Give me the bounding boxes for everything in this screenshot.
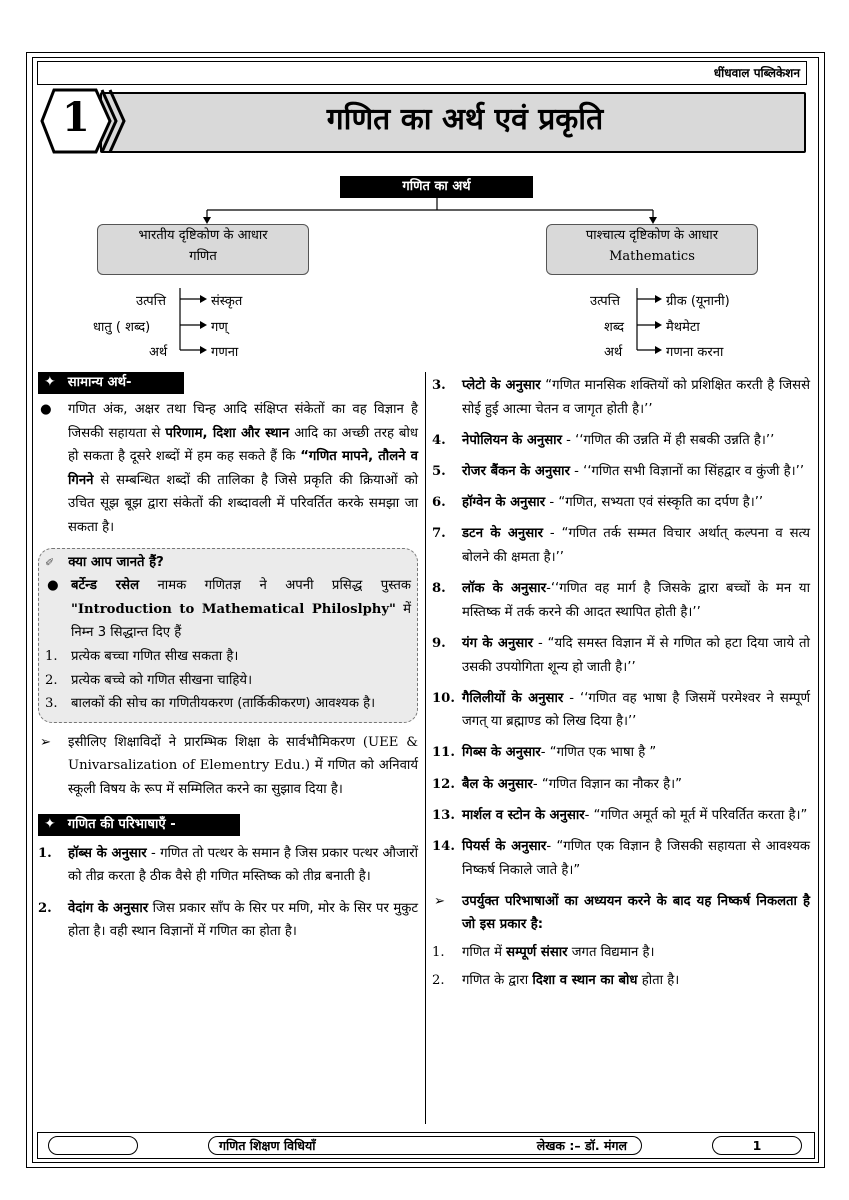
conclusion-item: 2. गणित के द्वारा दिशा व स्थान का बोध होता है।	[432, 972, 680, 988]
definition-item: 12. बैल के अनुसार- “गणित विज्ञान का नौकर है।”	[432, 776, 682, 792]
left-meaning-label: अर्थ	[149, 345, 168, 360]
principle-item: 1. प्रत्येक बच्चा गणित सीख सकता है।	[45, 648, 239, 664]
definition-item: 6. हॉग्वेन के अनुसार - “गणित, सभ्यता एवं संस्कृति का दर्पण है।’’	[432, 495, 764, 511]
principle-item: 2. प्रत्येक बच्चे को गणित सीखना चाहिये।	[45, 672, 253, 688]
chapter-number: 1	[62, 94, 90, 141]
column-divider	[425, 372, 426, 1124]
bullet-icon: ●	[47, 578, 59, 594]
footer-author: लेखक :– डॉ. मंगल	[536, 1138, 627, 1153]
arrow-bullet-icon: ➢	[434, 893, 446, 909]
footer-blank-pill	[48, 1136, 138, 1155]
diagram-heading: गणित का अर्थ	[340, 176, 533, 198]
definition-item: 11. गिब्स के अनुसार- “गणित एक भाषा है ”	[432, 745, 657, 761]
did-you-know-paragraph: ● बर्टेन्ड रसेल नामक गणितज्ञ ने अपनी प्रसिद्ध पुस्तक "Introduction to Mathematical Philoslphy" में निम्न 3 सिद्धान्त दिए हैं	[45, 574, 411, 645]
publisher-name: धींधवाल पब्लिकेशन	[713, 66, 800, 80]
footer-info-pill	[208, 1136, 642, 1155]
right-word-value: मैथमेटा	[666, 320, 700, 335]
page-footer	[37, 1132, 815, 1159]
did-you-know-heading: ✐ क्या आप जानते हैं?	[45, 554, 164, 570]
definition-item: 8. लॉक के अनुसार-‘‘गणित वह मार्ग है जिसके द्वारा बच्चों के मन या मस्तिष्क में तर्क करने की आदत स्थापित होती है।’’	[432, 581, 810, 620]
definition-item: 1. हॉब्स के अनुसार - गणित तो पत्थर के समान है जिस प्रकार पत्थर औजारों को तीव्र करता है ठीक वैसे ही गणित मस्तिष्क को तीव्र बनाती है।	[38, 845, 418, 885]
western-view-line1: पाश्चात्य दृष्टिकोण के आधार	[585, 228, 719, 243]
definition-item: 10. गैलिलीयों के अनुसार - ‘‘गणित वह भाषा है जिसमें परमेश्वर ने सम्पूर्ण जगत् या ब्रह्माण्ड को लिख दिया है।’’	[432, 690, 810, 730]
definition-item: 14. पियर्स के अनुसार- “गणित एक विज्ञान है जिसकी सहायता से आवश्यक निष्कर्ष निकाले जाते है।”	[432, 839, 810, 878]
left-origin-value: संस्कृत	[211, 294, 243, 309]
general-meaning-heading-text: सामान्य अर्थ-	[67, 375, 132, 391]
uee-paragraph: ➢ इसीलिए शिक्षाविदों ने प्रारम्भिक शिक्षा के सार्वभौमिकरण (UEE & Univarsalization of Elementry Edu.) में गणित को अनिवार्य स्कूली विषय के रूप में सम्मिलित करने का सुझाव दिया है।	[38, 731, 418, 802]
conclusion-paragraph: ➢ उपर्युक्त परिभाषाओं का अध्ययन करने के बाद यह निष्कर्ष निकलता है जो इस प्रकार है:	[432, 890, 810, 937]
left-root-label: धातु ( शब्द)	[93, 320, 151, 335]
definitions-heading	[38, 814, 240, 836]
definition-item: 2. वेदांग के अनुसार जिस प्रकार साँप के सिर पर मणि, मोर के सिर पर मुकुट होता है। वही स्थान विज्ञानों में गणित का होता है।	[38, 900, 418, 940]
chapter-title: गणित का अर्थ एवं प्रकृति	[326, 102, 604, 137]
footer-page-number: 1	[712, 1136, 802, 1155]
left-meaning-value: गणना	[211, 345, 239, 360]
definition-item: 7. डटन के अनुसार - “गणित तर्क सम्मत विचार अर्थात् कल्पना व सत्य बोलने की क्षमता है।’’	[432, 526, 810, 565]
did-you-know-box	[38, 548, 418, 723]
general-meaning-paragraph: ● गणित अंक, अक्षर तथा चिन्ह आदि संक्षिप्त संकेतों का वह विज्ञान है जिसकी सहायता से परिणाम, दिशा और स्थान आदि का अच्छी तरह बोध हो सकता है दूसरे शब्दों में हम कह सकते हैं कि “गणित मापने, तौलने व गिनने से सम्बन्धित शब्दों की तालिका है जिसे प्रकृति की क्रियाओं को उचित सूझ बूझ द्वारा संकेतों की शब्दावली में परिवर्तित करके समझा जा सकता है।	[38, 398, 418, 540]
right-origin-label: उत्पत्ति	[590, 294, 620, 309]
general-meaning-heading	[38, 372, 184, 394]
definition-item: 13. मार्शल व स्टोन के अनुसार- “गणित अमूर्त को मूर्त में परिवर्तित करता है।”	[432, 807, 808, 823]
bullet-icon: ●	[40, 402, 52, 417]
right-meaning-value: गणना करना	[666, 345, 724, 360]
western-view-line2: Mathematics	[609, 249, 695, 264]
indian-view-line1: भारतीय दृष्टिकोण के आधार	[138, 228, 268, 243]
definition-item: 5. रोजर बैंकन के अनुसार - ‘‘गणित सभी विज्ञानों का सिंहद्वार व कुंजी है।’’	[432, 463, 805, 479]
arrow-bullet-icon: ➢	[40, 734, 52, 750]
right-origin-value: ग्रीक (यूनानी)	[666, 294, 730, 309]
conclusion-item: 1. गणित में सम्पूर्ण संसार जगत विद्यमान है।	[432, 945, 655, 960]
indian-view-line2: गणित	[189, 249, 217, 264]
right-word-label: शब्द	[604, 320, 625, 335]
left-column	[38, 372, 418, 944]
western-view-box	[546, 224, 758, 275]
definition-item: 4. नेपोलियन के अनुसार - ‘‘गणित की उन्नति में ही सबकी उन्नति है।’’	[432, 432, 775, 448]
footer-book-title: गणित शिक्षण विधियाँ	[219, 1138, 316, 1153]
indian-view-box	[97, 224, 309, 275]
right-column	[432, 374, 810, 992]
definitions-heading-text: गणित की परिभाषाएँ -	[67, 816, 176, 832]
definitions-list	[432, 374, 810, 882]
principle-item: 3. बालकों की सोच का गणितीयकरण (तार्किकीकरण) आवश्यक है।	[45, 696, 376, 712]
right-meaning-label: अर्थ	[604, 345, 623, 360]
definition-item: 9. यंग के अनुसार - “यदि समस्त विज्ञान में से गणित को हटा दिया जाये तो उसकी उपयोगिता शून्य हो जाती है।’’	[432, 635, 810, 675]
star-icon: ✦	[44, 374, 56, 391]
left-root-value: गण्	[211, 320, 228, 335]
definition-item: 3. प्लेटो के अनुसार “गणित मानसिक शक्तियों को प्रशिक्षित करती है जिससे सोई हुई आत्मा चेतन व जागृत होती है।’’	[432, 378, 810, 417]
star-icon: ✦	[44, 815, 56, 832]
left-origin-label: उत्पत्ति	[136, 294, 166, 309]
pencil-icon: ✐	[45, 555, 55, 569]
